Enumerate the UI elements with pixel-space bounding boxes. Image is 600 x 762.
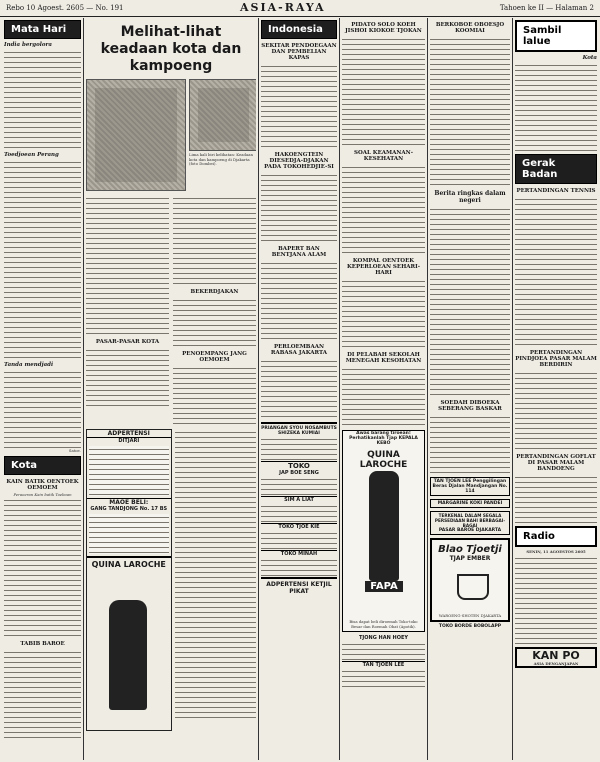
section-header-indonesia: Indonesia [261,20,337,39]
ad-title: TERKENAL DALAM SEGALA PERSEDIAAN BAHI BERBAGAI-BAGAI [434,513,506,528]
article-headline: BERKOBOE OBOESJO KOOMIAI [435,22,505,34]
ad-title: TAN TJOEN LEE Penggilingan Beras Djalan Mandjangan No. 114 [432,479,508,494]
article-headline: BAPERT BAN BENTJANA ALAM [271,246,327,258]
column-rule [512,18,513,760]
ad-adpertensi [86,429,172,731]
ad-title: MAOE BELI: [87,498,171,506]
results-list [515,196,597,346]
photo-city [86,79,186,191]
article-text [4,497,81,637]
column-five [430,18,510,760]
ad-text [261,476,337,496]
article-headline: KOMPAL OENTOEK KEPERLOEAN SEHARI-HARI [347,258,420,276]
article-headline: PERLOEMBAAN RABASA JAKARTA [270,344,328,356]
subheading: Kota [582,55,597,61]
article-text [261,63,337,148]
ad-title: Blao Tjoetji [438,544,502,555]
section-header-mata-hari: Mata Hari [4,20,81,39]
radio-date: SENIN, 11 AGOESTOS 2605 [526,549,586,554]
column-mata-hari [4,18,81,760]
article-headline: PERTANDINGAN PINDJOEA PASAR MALAM BERDIRIN [515,350,597,368]
column-rule [339,18,340,760]
article-text [4,49,81,149]
article-text [342,278,425,348]
article-text [430,36,510,186]
radio-schedule [515,555,597,645]
ad-text [261,530,337,550]
article-text [342,366,425,426]
article-headline: TABIB BAROE [20,641,65,647]
bottle-illustration [109,600,147,710]
ad-pasar-baroe [430,511,510,535]
article-headline: KAIN BATIK OENTOEK OEMOEM [6,478,79,491]
ad-subtitle: ASIA DENGANJAPAN [533,660,579,666]
article-headline: SOAL KEAMANAN-KESEHATAN [353,150,413,162]
article-headline: SEKITAR PENDOEGAAN DAN PEMBELIAN KAPAS [261,43,337,61]
ad-title: TJONG HAN HOEY [358,635,408,641]
ad-title: PRIANGAN SYOU NOSAMBUTS SHIZEKA KUMIAI [261,426,337,436]
article-text [342,36,425,146]
article-text [86,347,169,407]
signature: Satoe. [68,448,81,453]
article-text [342,164,425,254]
section-header-kota: Kota [4,456,81,475]
ad-text [342,641,425,661]
section-header-gerak-badan: Gerak Badan [515,154,597,184]
ad-text [261,557,337,577]
article-text [261,172,337,242]
article-headline: Berita ringkas dalam negeri [434,190,506,204]
article-headline: PENOEMPANG JANG OEMOEM [182,351,247,363]
article-text [430,206,510,396]
article-text [430,414,510,474]
photo-caption: Lima kali biri kelihatan: Keadaan kota dan kampoeng di Djakarta (foto Dombei). [189,152,253,166]
article-text [173,365,256,425]
ad-text [342,668,425,688]
ad-title-quina: QUINA LAROCHE [359,450,408,470]
ad-title: Awas barang tiroean! Perhatikanlah Tjap KEPALA KEBO [349,431,418,446]
article-text [173,195,256,285]
subheading: Toedjoean Perang [4,152,59,158]
subheading: India bergolora [4,42,52,48]
article-headline: PERTANDINGAN TENNIS [516,188,596,194]
ad-title: TOKO MINAH [261,550,337,557]
section-header-radio: Radio [515,526,597,547]
ad-title: MARGARINE KOKI PANDEI [437,501,503,506]
column-four [342,18,425,760]
ad-title: TOKO TJOE KIE [261,523,337,530]
ad-title: TOKO BORDE BOBOLAPP [438,624,502,629]
ad-quina-laroche [342,430,425,632]
article-text [173,297,256,347]
ad-title: ADPERTENSI [87,430,171,438]
ad-title: JAP BOE SENG [279,470,319,476]
ad-title: ADPERTENSI KETJIL PIKAT [261,577,337,595]
ad-text: WAROENG-SHOTEN DJAKARTA [438,612,502,618]
ad-text [261,503,337,523]
section-header-sambil-lalue: Sambil lalue [515,20,597,52]
article-headline: BEKERDJAKAN [190,289,239,295]
ad-title: KAN PO [532,648,580,662]
article-text [4,369,81,449]
column-rule [83,18,84,760]
photo-kampoeng [189,79,256,151]
article-text [515,62,597,152]
article-headline: PASAR-PASAR KOTA [95,339,160,345]
article-text [515,370,597,450]
masthead [0,0,600,17]
subheading: Tanda mendjadi [4,362,54,368]
ad-title: TOKO [261,461,337,470]
article-subheadline: Peraoeran Kain batik Toeboan [13,491,72,497]
masthead-title: ASIA-RAYA [240,1,326,14]
ad-text: Bisa dapat beli diroemah Toko-toko Besar dan Roemah Obat (Apotik). [349,619,418,629]
article-text [175,429,257,719]
ad-subtitle: TJAP EMBER [449,555,491,562]
column-rule [427,18,428,760]
ad-title: SIM A LIAT [261,496,337,503]
ad-kan-po [515,647,597,669]
article-headline: PIDATO SOLO KOEH JISHOI KIOKOE TJOKAN [345,22,422,34]
article-text [261,260,337,340]
ad-title: GANG TANDJONG No. 17 BS [90,506,168,512]
masthead-page: Tahoen ke II — Halaman 2 [499,4,594,12]
bottle-illustration [369,471,399,581]
article-headline: PERTANDINGAN GOFLAT DI PASAR MALAM BANDOENG [516,454,596,472]
ad-logo: FAPA [365,581,403,592]
column-main [86,18,256,760]
article-headline: DI PELABAH SEKOLAH MENEGAH KESOHATAN [345,352,422,364]
article-text [4,649,81,739]
column-rule [258,18,259,760]
article-headline: HAKOENGTEIN DIESEDJA-DJAKAN PADA TOKOHEDJIE-SI [264,152,334,170]
article-text [4,159,81,359]
column-six [515,18,597,760]
ad-text [89,514,169,554]
ad-margarine [430,499,510,508]
article-headline: SOEDAH DIBOEKA SEBERANG BASKAR [438,400,502,412]
ad-rice-mill [430,477,510,496]
article-text [515,474,597,524]
column-indonesia [261,18,337,760]
main-headline: Melihat-lihat keadaan kota dan kampoeng [100,24,242,74]
bucket-icon [457,574,489,600]
article-text [261,358,337,418]
ad-text [261,436,337,461]
ad-title-quina: QUINA LAROCHE [87,556,171,569]
masthead-date: Rebo 10 Agoest. 2605 — No. 191 [6,4,124,12]
ad-blao-tjoetji [430,538,510,622]
article-text [86,195,169,335]
ad-title: TAN TJOEN LEE [342,661,425,668]
ad-text [89,446,169,496]
ad-subtitle: DITJARI [118,438,140,444]
ad-title: PASAR BAROE DJAKARTA [438,528,502,533]
